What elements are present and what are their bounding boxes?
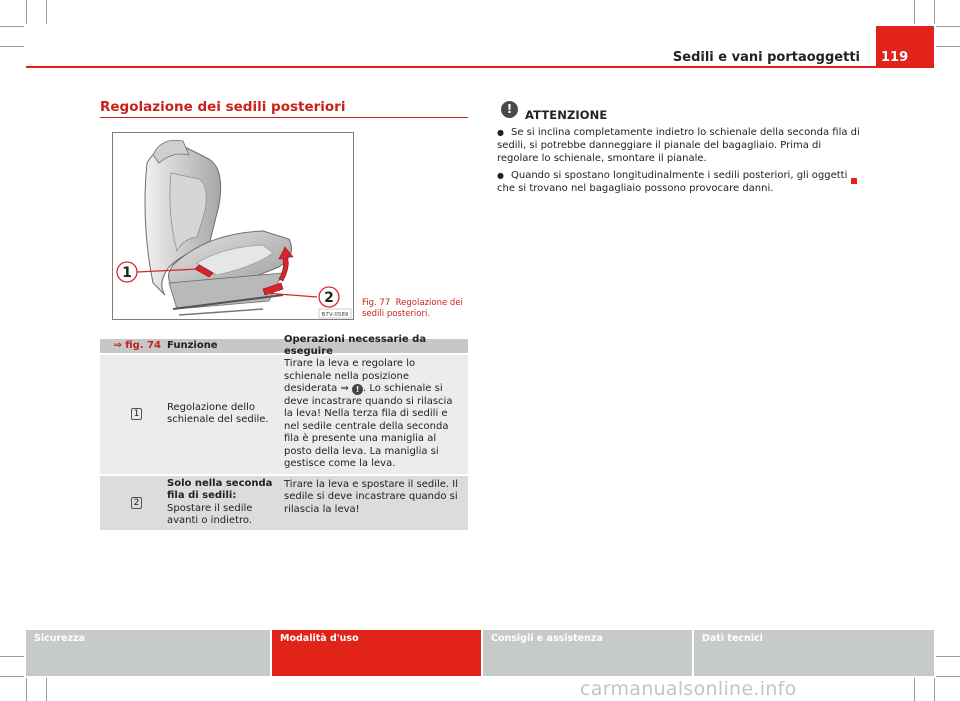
warning-icon: ! xyxy=(501,101,518,118)
adjustment-table xyxy=(100,333,468,530)
footer-tab-consigli-assistenza[interactable]: Consigli e assistenza xyxy=(483,630,692,676)
crop-mark xyxy=(26,0,27,24)
crop-mark xyxy=(46,678,47,701)
row-operazioni: Tirare la leva e regolare lo schienale nella posizione desiderata ⇒ ! . Lo schienale si deve incastrare quando si rilascia la leva! Nella terza fila di sedili e nel sedile centrale della seconda fila è presente una maniglia al posto della leva. La maniglia si gestisce come la leva. xyxy=(284,358,453,469)
warning-body xyxy=(497,126,865,199)
page-number: 119 xyxy=(881,50,909,65)
footer-tab-dati-tecnici[interactable]: Dati tecnici xyxy=(694,630,934,676)
crop-mark xyxy=(26,678,27,701)
end-of-section-icon xyxy=(851,178,857,184)
crop-mark xyxy=(0,676,24,677)
header-rule xyxy=(26,66,934,68)
crop-mark xyxy=(914,0,915,24)
watermark: carmanualsonline.info xyxy=(580,678,797,700)
crop-mark xyxy=(936,26,960,27)
table-header-funzione: Funzione xyxy=(167,339,218,351)
crop-mark xyxy=(934,678,935,701)
row-number-badge: 2 xyxy=(131,497,143,509)
crop-mark xyxy=(0,46,24,47)
footer-tab-sicurezza[interactable]: Sicurezza xyxy=(26,630,270,676)
figure-caption-label: Fig. 77 xyxy=(362,298,391,308)
crop-mark xyxy=(936,46,960,47)
bullet-icon: ● xyxy=(497,171,504,180)
crop-mark xyxy=(0,26,24,27)
crop-mark xyxy=(46,0,47,24)
crop-mark xyxy=(934,0,935,24)
row-funzione: Regolazione dello schienale del sedile. xyxy=(167,401,269,426)
table-row xyxy=(100,355,468,474)
table-header-fig: ⇒ fig. 74 xyxy=(113,339,161,351)
warning-title: ATTENZIONE xyxy=(525,108,608,122)
seat-illustration xyxy=(113,133,353,319)
crop-mark xyxy=(936,656,960,657)
running-title: Sedili e vani portaoggetti xyxy=(672,50,860,65)
row-number-badge: 1 xyxy=(131,408,143,420)
figure-caption xyxy=(362,298,468,320)
row-operazioni: Tirare la leva e spostare il sedile. Il sedile si deve incastrare quando si rilascia la leva! xyxy=(284,478,459,515)
bullet-icon: ● xyxy=(497,128,504,137)
crop-mark xyxy=(936,676,960,677)
image-code: B7V-0589 xyxy=(321,312,349,318)
row-funzione: Solo nella seconda fila di sedili: Spostare il sedile avanti o indietro. xyxy=(167,477,273,526)
table-row xyxy=(100,476,468,530)
figure-caption-text: Regolazione dei sedili posteriori. xyxy=(362,298,463,319)
warning-ref-icon: ! xyxy=(352,384,363,395)
section-title: Regolazione dei sedili posteriori xyxy=(100,99,346,115)
warning-item: ● Se si inclina completamente indietro lo schienale della seconda fila di sedili, si potrebbe danneggiare il pianale del bagagliaio. Prima di regolare lo schienale, smontare il pianale. xyxy=(497,127,860,164)
footer-tab-modalita-uso[interactable]: Modalità d'uso xyxy=(272,630,481,676)
table-header-operazioni: Operazioni necessarie da eseguire xyxy=(284,333,427,357)
section-underline xyxy=(100,117,468,118)
table-header xyxy=(100,333,468,357)
crop-mark xyxy=(0,656,24,657)
callout-1: 1 xyxy=(122,265,132,281)
seat-figure xyxy=(112,132,354,320)
warning-item: ● Quando si spostano longitudinalmente i sedili posteriori, gli oggetti che si trovano nel bagagliaio possono provocare danni. xyxy=(497,170,848,194)
callout-2: 2 xyxy=(324,290,334,306)
crop-mark xyxy=(914,678,915,701)
